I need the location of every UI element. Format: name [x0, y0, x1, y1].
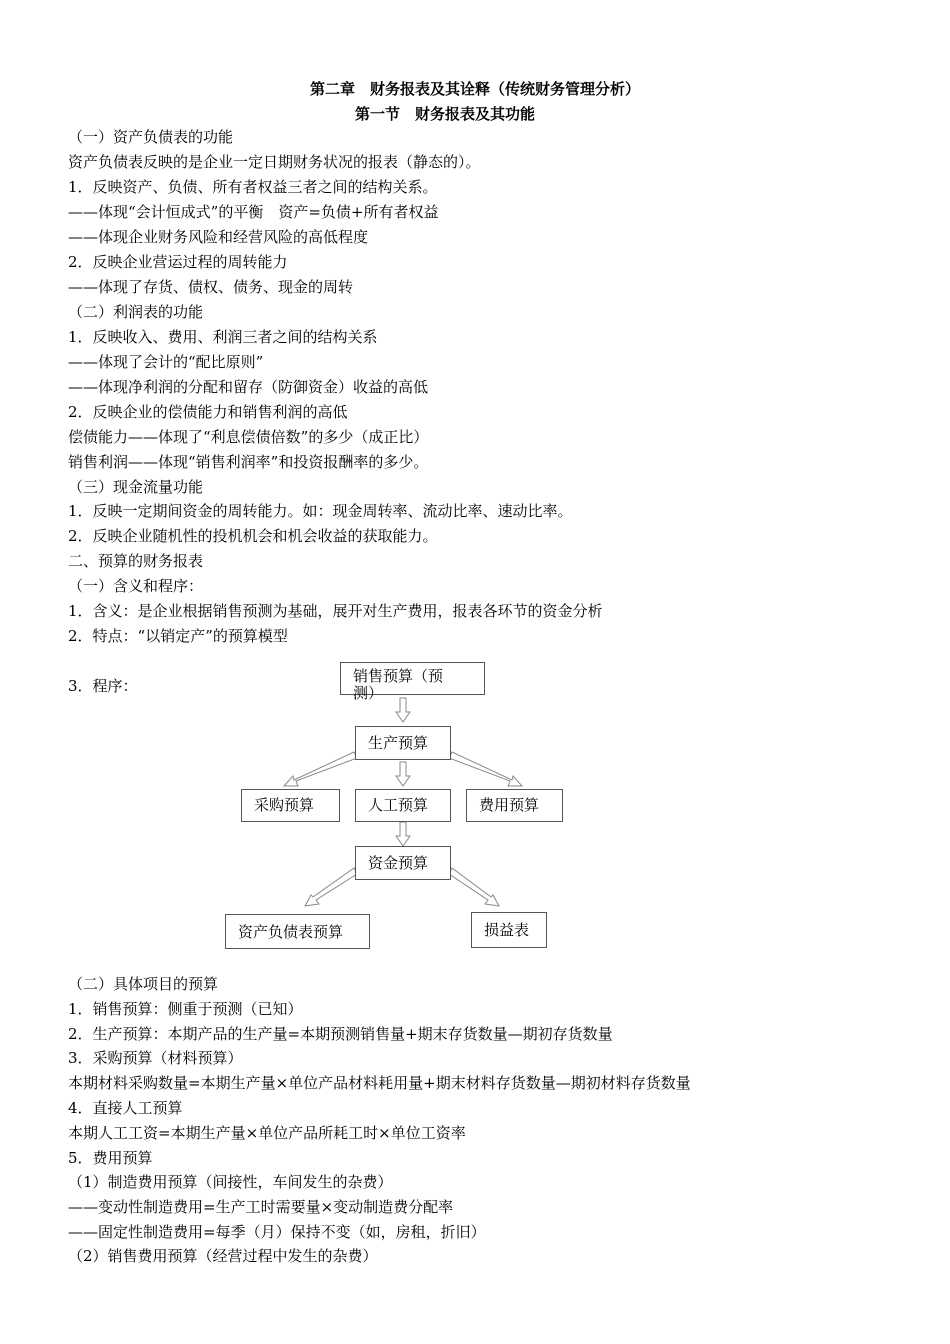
flow-box-income-statement	[471, 912, 547, 948]
text-line: 本期人工工资=本期生产量×单位产品所耗工时×单位工资率	[68, 1124, 466, 1142]
text-line: 本期材料采购数量=本期生产量×单位产品材料耗用量+期末材料存货数量—期初材料存货数量	[68, 1074, 691, 1092]
flow-box-cash-budget	[355, 846, 451, 880]
flow-box-label: 资金预算	[368, 854, 429, 872]
text-line: （一）含义和程序：	[68, 577, 204, 595]
text-line: ——体现“会计恒成式”的平衡 资产=负债+所有者权益	[68, 203, 439, 221]
text-line: ——固定性制造费用=每季（月）保持不变（如，房租，折旧）	[68, 1223, 486, 1241]
text-line: ——体现了会计的“配比原则”	[68, 353, 264, 371]
text-line: 1．销售预算：侧重于预测（已知）	[68, 1000, 303, 1018]
text-line: 4．直接人工预算	[68, 1099, 183, 1117]
flow-box-sales-budget	[340, 662, 485, 702]
text-line: （一）资产负债表的功能	[68, 128, 234, 146]
text-line: 1．反映资产、负债、所有者权益三者之间的结构关系。	[68, 178, 438, 196]
flow-box-labor-budget	[355, 789, 451, 822]
flow-box-balance-sheet-budget	[225, 914, 370, 949]
text-line: 二、预算的财务报表	[68, 552, 204, 570]
text-line: 销售利润——体现“销售利润率”和投资报酬率的多少。	[68, 453, 429, 471]
flow-box-expense-budget	[466, 789, 563, 822]
chapter-title: 第二章 财务报表及其诠释（传统财务管理分析）	[309, 80, 640, 98]
text-line: 2．反映企业营运过程的周转能力	[68, 253, 288, 271]
text-line: （二）利润表的功能	[68, 303, 204, 321]
text-line: 2．特点：“以销定产”的预算模型	[68, 627, 288, 645]
arrow-diagonal-icon	[284, 752, 357, 786]
text-line: （1）制造费用预算（间接性，车间发生的杂费）	[68, 1173, 393, 1191]
text-line: （三）现金流量功能	[68, 478, 204, 496]
text-line: 3．采购预算（材料预算）	[68, 1049, 243, 1067]
flow-box-label: 费用预算	[479, 796, 540, 814]
arrow-diagonal-icon	[305, 868, 357, 906]
text-line: 资产负债表反映的是企业一定日期财务状况的报表（静态的）。	[68, 153, 481, 171]
procedure-label: 3．程序：	[68, 677, 138, 695]
flow-box-label: 生产预算	[368, 734, 429, 752]
text-line: 1．反映收入、费用、利润三者之间的结构关系	[68, 328, 378, 346]
text-line: 1．含义：是企业根据销售预测为基础，展开对生产费用，报表各环节的资金分析	[68, 602, 603, 620]
flow-box-label: 人工预算	[368, 796, 429, 814]
flow-box-label: 采购预算	[254, 796, 315, 814]
text-line: ——体现了存货、债权、债务、现金的周转	[68, 278, 354, 296]
text-line: 1．反映一定期间资金的周转能力。如：现金周转率、流动比率、速动比率。	[68, 502, 573, 520]
text-line: 2．反映企业随机性的投机机会和机会收益的获取能力。	[68, 527, 438, 545]
text-line: ——体现净利润的分配和留存（防御资金）收益的高低	[68, 378, 429, 396]
text-line: ——变动性制造费用=生产工时需要量×变动制造费分配率	[68, 1198, 454, 1216]
flow-box-label: 损益表	[484, 921, 530, 939]
flow-box-label: 销售预算（预测）	[353, 667, 444, 702]
text-line: 5．费用预算	[68, 1149, 153, 1167]
flow-box-label: 资产负债表预算	[238, 923, 344, 941]
text-line: ——体现企业财务风险和经营风险的高低程度	[68, 228, 369, 246]
flow-box-purchase-budget	[241, 789, 340, 822]
text-line: （二）具体项目的预算	[68, 975, 219, 993]
text-line: 偿债能力——体现了“利息偿债倍数”的多少（成正比）	[68, 428, 429, 446]
flow-box-production-budget	[355, 726, 451, 760]
text-line: （2）销售费用预算（经营过程中发生的杂费）	[68, 1247, 378, 1265]
arrow-diagonal-icon	[449, 752, 522, 786]
arrow-diagonal-icon	[449, 868, 499, 906]
text-line: 2．生产预算：本期产品的生产量=本期预测销售量+期末存货数量—期初存货数量	[68, 1025, 613, 1043]
section-title: 第一节 财务报表及其功能	[354, 105, 535, 123]
arrow-down-icon	[396, 762, 410, 786]
text-line: 2．反映企业的偿债能力和销售利润的高低	[68, 403, 348, 421]
arrow-down-icon	[396, 822, 410, 846]
